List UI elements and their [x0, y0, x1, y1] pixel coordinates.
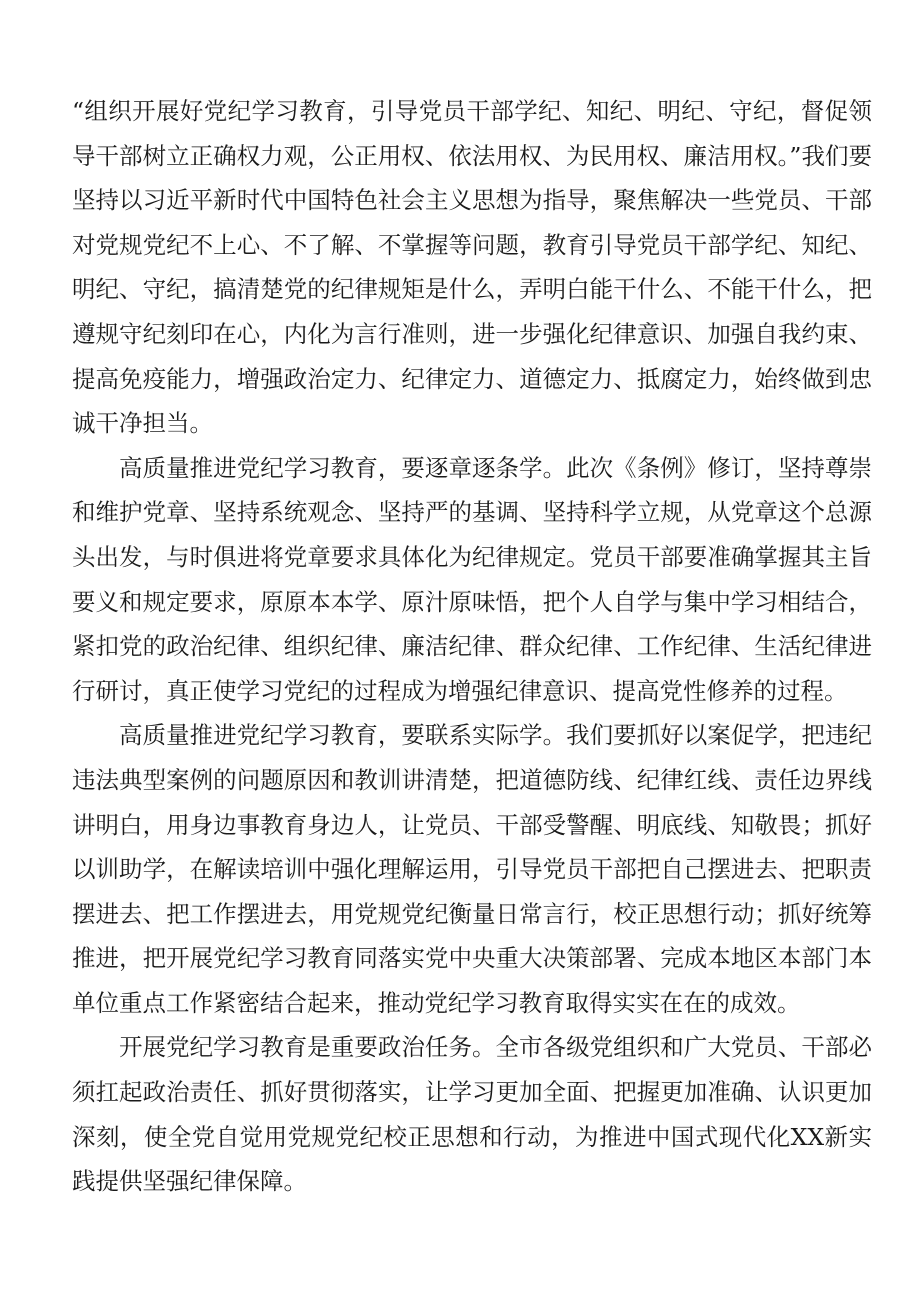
- document-body: [72, 89, 872, 1204]
- paragraph-1: “组织开展好党纪学习教育，引导党员干部学纪、知纪、明纪、守纪，督促领导干部树立正确权力观，公正用权、依法用权、为民用权、廉洁用权。”我们要坚持以习近平新时代中国特色社会主义思想为指导，聚焦解决一些党员、干部对党规党纪不上心、不了解、不掌握等问题，教育引导党员干部学纪、知纪、明纪、守纪，搞清楚党的纪律规矩是什么，弄明白能干什么、不能干什么，把遵规守纪刻印在心，内化为言行准则，进一步强化纪律意识、加强自我约束、提高免疫能力，增强政治定力、纪律定力、道德定力、抵腐定力，始终做到忠诚干净担当。: [72, 97, 872, 438]
- paragraph-4: 开展党纪学习教育是重要政治任务。全市各级党组织和广大党员、干部必须扛起政治责任、抓好贯彻落实，让学习更加全面、把握更加准确、认识更加深刻，使全党自觉用党规党纪校正思想和行动，为推进中国式现代化XX新实践提供坚强纪律保障。: [72, 1033, 872, 1196]
- paragraph-2: 高质量推进党纪学习教育，要逐章逐条学。此次《条例》修订，坚持尊崇和维护党章、坚持系统观念、坚持严的基调、坚持科学立规，从党章这个总源头出发，与时俱进将党章要求具体化为纪律规定。党员干部要准确掌握其主旨要义和规定要求，原原本本学、原汁原味悟，把个人自学与集中学习相结合，紧扣党的政治纪律、组织纪律、廉洁纪律、群众纪律、工作纪律、生活纪律进行研讨，真正使学习党纪的过程成为增强纪律意识、提高党性修养的过程。: [72, 453, 872, 705]
- paragraph-3: 高质量推进党纪学习教育，要联系实际学。我们要抓好以案促学，把违纪违法典型案例的问题原因和教训讲清楚，把道德防线、纪律红线、责任边界线讲明白，用身边事教育身边人，让党员、干部受警醒、明底线、知敬畏；抓好以训助学，在解读培训中强化理解运用，引导党员干部把自己摆进去、把职责摆进去、把工作摆进去，用党规党纪衡量日常言行，校正思想行动；抓好统筹推进，把开展党纪学习教育同落实党中央重大决策部署、完成本地区本部门本单位重点工作紧密结合起来，推动党纪学习教育取得实实在在的成效。: [72, 721, 872, 1017]
